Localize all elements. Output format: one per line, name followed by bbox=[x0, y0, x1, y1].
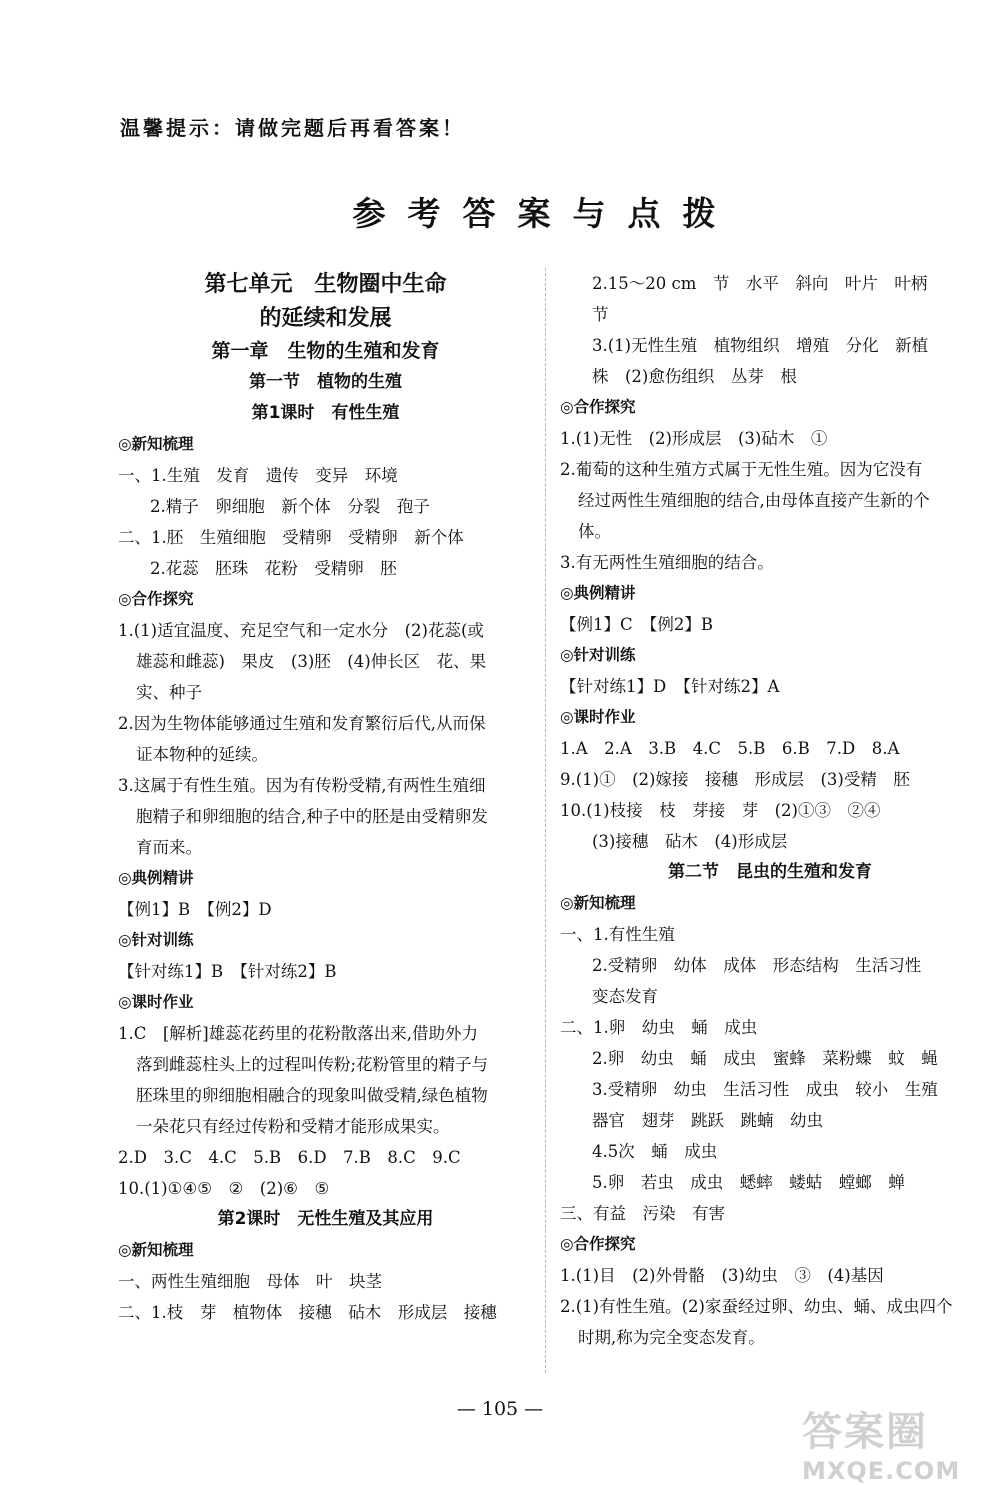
answer-line: 一、1.生殖 发育 遗传 变异 环境 bbox=[118, 466, 398, 485]
answer-line: 一、两性生殖细胞 母体 叶 块茎 bbox=[118, 1272, 382, 1291]
section-heading: 第1课时 有性生殖 bbox=[251, 403, 400, 423]
answer-line: 1.C [解析]雄蕊花药里的花粉散落出来,借助外力 bbox=[118, 1024, 478, 1043]
answer-line: 1.A 2.A 3.B 4.C 5.B 6.B 7.D 8.A bbox=[560, 739, 900, 758]
answer-line: 【针对练1】B 【针对练2】B bbox=[118, 962, 337, 981]
answer-line-indented: 器官 翅芽 跳跃 跳蝻 幼虫 bbox=[592, 1111, 823, 1130]
answer-line-continued: 雄蕊和雌蕊) 果皮 (3)胚 (4)伸长区 花、果 bbox=[136, 652, 487, 671]
answer-line: 2.葡萄的这种生殖方式属于无性生殖。因为它没有 bbox=[560, 460, 923, 479]
answer-line: 10.(1)枝接 枝 芽接 芽 (2)①③ ②④ bbox=[560, 801, 881, 820]
answer-line-continued: 胚珠里的卵细胞相融合的现象叫做受精,绿色植物 bbox=[136, 1086, 488, 1105]
subsection-label: ◎典例精讲 bbox=[118, 869, 194, 887]
answer-line: 1.(1)适宜温度、充足空气和一定水分 (2)花蕊(或 bbox=[118, 621, 484, 640]
answer-line-indented: (3)接穗 砧木 (4)形成层 bbox=[592, 832, 788, 851]
subsection-label: ◎课时作业 bbox=[118, 993, 194, 1011]
watermark-line2: MXQE.COM bbox=[802, 1457, 961, 1485]
answer-line-indented: 2.15～20 cm 节 水平 斜向 叶片 叶柄 bbox=[592, 274, 928, 293]
answer-line: 【例1】C 【例2】B bbox=[560, 615, 713, 634]
chapter-heading: 第一章 生物的生殖和发育 bbox=[211, 340, 440, 362]
answer-line: 3.有无两性生殖细胞的结合。 bbox=[560, 553, 774, 572]
answer-line-continued: 胞精子和卵细胞的结合,种子中的胚是由受精卵发 bbox=[136, 807, 488, 826]
unit-heading: 第七单元 生物圈中生命 bbox=[204, 272, 447, 297]
section-heading: 第二节 昆虫的生殖和发育 bbox=[668, 862, 872, 882]
answer-line-indented: 节 bbox=[592, 305, 609, 324]
answer-line-continued: 体。 bbox=[578, 522, 611, 541]
answer-line: 1.(1)无性 (2)形成层 (3)砧木 ① bbox=[560, 429, 828, 448]
answer-line: 1.(1)目 (2)外骨骼 (3)幼虫 ③ (4)基因 bbox=[560, 1266, 884, 1285]
answer-line-indented: 3.受精卵 幼虫 生活习性 成虫 较小 生殖 bbox=[592, 1080, 938, 1099]
subsection-label: ◎典例精讲 bbox=[560, 584, 636, 602]
answer-line-continued: 一朵花只有经过传粉和受精才能形成果实。 bbox=[136, 1117, 450, 1136]
answer-line-indented: 2.受精卵 幼体 成体 形态结构 生活习性 bbox=[592, 956, 922, 975]
answer-line-indented: 3.(1)无性生殖 植物组织 增殖 分化 新植 bbox=[592, 336, 929, 355]
answer-line: 9.(1)① (2)嫁接 接穗 形成层 (3)受精 胚 bbox=[560, 770, 910, 789]
subsection-label: ◎新知梳理 bbox=[560, 894, 636, 912]
answer-line-continued: 证本物种的延续。 bbox=[136, 745, 268, 764]
answer-line-indented: 4.5次 蛹 成虫 bbox=[592, 1142, 718, 1161]
reminder-text: 温馨提示：请做完题后再看答案！ bbox=[120, 116, 465, 140]
answer-line: 2.因为生物体能够通过生殖和发育繁衍后代,从而保 bbox=[118, 714, 486, 733]
subsection-label: ◎合作探究 bbox=[118, 590, 194, 608]
page-number: — 105 — bbox=[456, 1398, 544, 1420]
answer-line: 【例1】B 【例2】D bbox=[118, 900, 272, 919]
answer-line: 10.(1)①④⑤ ② (2)⑥ ⑤ bbox=[118, 1179, 330, 1198]
left-column bbox=[118, 268, 533, 1328]
column-divider bbox=[545, 268, 546, 1373]
answer-line: 二、1.枝 芽 植物体 接穗 砧木 形成层 接穗 bbox=[118, 1303, 497, 1322]
watermark-line1: 答案圈 bbox=[802, 1409, 928, 1455]
answer-line-indented: 2.卵 幼虫 蛹 成虫 蜜蜂 菜粉蝶 蚊 蝇 bbox=[592, 1049, 938, 1068]
subsection-label: ◎课时作业 bbox=[560, 708, 636, 726]
subsection-label: ◎合作探究 bbox=[560, 1235, 636, 1253]
subsection-label: ◎针对训练 bbox=[560, 646, 636, 664]
answer-line-continued: 落到雌蕊柱头上的过程叫传粉;花粉管里的精子与 bbox=[136, 1055, 489, 1074]
answer-line-indented: 2.精子 卵细胞 新个体 分裂 孢子 bbox=[150, 497, 430, 516]
subsection-label: ◎合作探究 bbox=[560, 398, 636, 416]
answer-line: 三、有益 污染 有害 bbox=[560, 1204, 725, 1223]
answer-line-indented: 株 (2)愈伤组织 丛芽 根 bbox=[592, 367, 797, 386]
section-heading: 第一节 植物的生殖 bbox=[249, 372, 402, 392]
subsection-label: ◎针对训练 bbox=[118, 931, 194, 949]
answer-line-continued: 经过两性生殖细胞的结合,由母体直接产生新的个 bbox=[578, 491, 930, 510]
answer-line: 二、1.胚 生殖细胞 受精卵 受精卵 新个体 bbox=[118, 528, 464, 547]
subsection-label: ◎新知梳理 bbox=[118, 435, 194, 453]
watermark-logo bbox=[802, 1400, 982, 1485]
answer-line: 3.这属于有性生殖。因为有传粉受精,有两性生殖细 bbox=[118, 776, 486, 795]
answer-line-continued: 时期,称为完全变态发育。 bbox=[578, 1328, 765, 1347]
right-column bbox=[560, 268, 980, 1353]
answer-line-indented: 5.卵 若虫 成虫 蟋蟀 蝼蛄 螳螂 蝉 bbox=[592, 1173, 905, 1192]
answer-line: 二、1.卵 幼虫 蛹 成虫 bbox=[560, 1018, 758, 1037]
answer-line: 2.(1)有性生殖。(2)家蚕经过卵、幼虫、蛹、成虫四个 bbox=[560, 1297, 953, 1316]
answer-line-indented: 变态发育 bbox=[592, 987, 658, 1006]
section-heading: 第2课时 无性生殖及其应用 bbox=[217, 1209, 434, 1229]
answer-line-indented: 2.花蕊 胚珠 花粉 受精卵 胚 bbox=[150, 559, 397, 578]
page-title: 参考答案与点拨 bbox=[352, 194, 738, 233]
subsection-label: ◎新知梳理 bbox=[118, 1241, 194, 1259]
answer-line: 【针对练1】D 【针对练2】A bbox=[560, 677, 780, 696]
answer-line: 2.D 3.C 4.C 5.B 6.D 7.B 8.C 9.C bbox=[118, 1148, 461, 1167]
answer-line-continued: 育而来。 bbox=[136, 838, 202, 857]
answer-line: 一、1.有性生殖 bbox=[560, 925, 675, 944]
unit-heading: 的延续和发展 bbox=[259, 306, 392, 331]
answer-line-continued: 实、种子 bbox=[136, 683, 202, 702]
